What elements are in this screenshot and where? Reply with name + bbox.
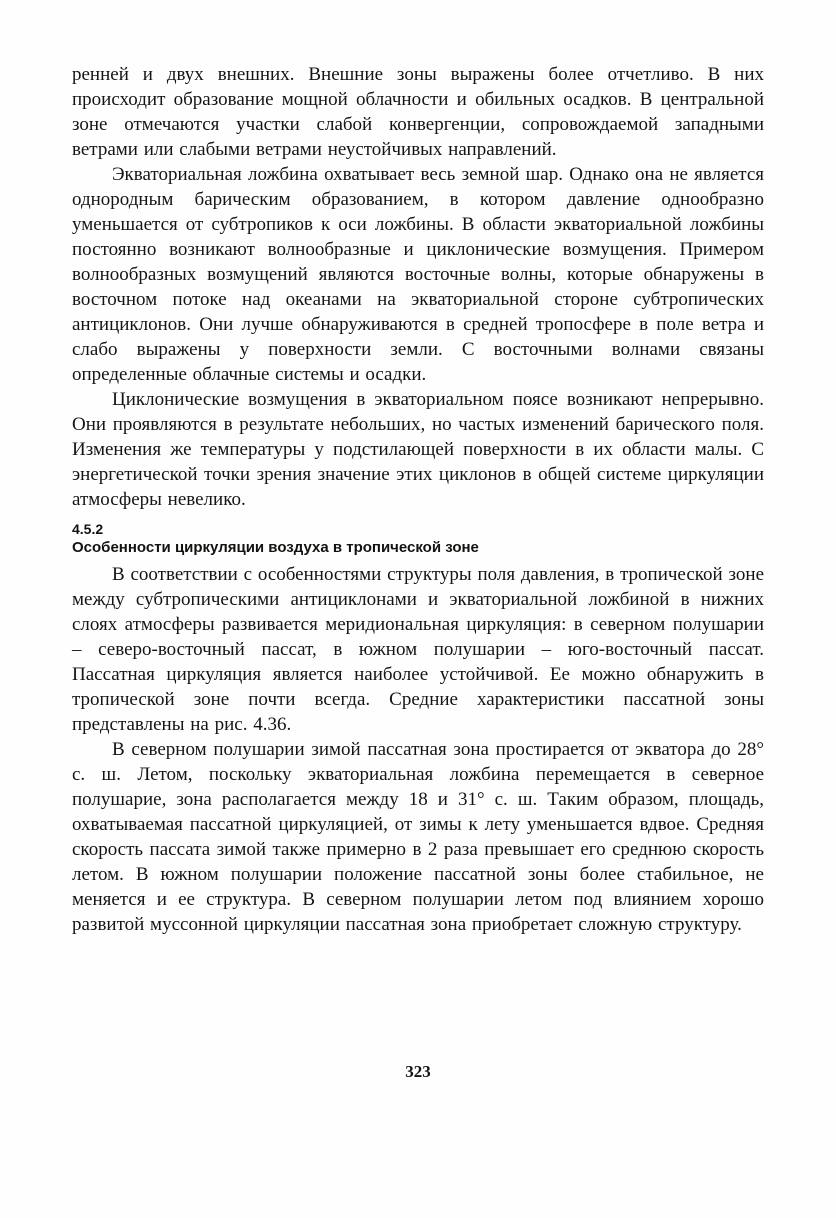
paragraph: В соответствии с особенностями структуры поля давления, в тропической зоне между субтропическими антициклонами и экваториальной ложбиной в нижних слоях атмосферы развивается меридиональная циркуляция: в северном полушарии – северо-восточный пассат, в южном полушарии – юго-восточный пассат. Пассатная циркуляция является наиболее устойчивой. Ее можно обнаружить в тропической зоне почти всегда. Средние характеристики пассатной зоны представлены на рис. 4.36. xyxy=(72,564,764,735)
section-heading xyxy=(72,520,764,558)
paragraph: Экваториальная ложбина охватывает весь земной шар. Однако она не является однородным барическим образованием, в котором давление однообразно уменьшается от субтропиков к оси ложбины. В области экваториальной ложбины постоянно возникают волнообразные и циклонические возмущения. Примером волнообразных возмущений являются восточные волны, которые обнаружены в восточном потоке над океанами на экваториальной стороне субтропических антициклонов. Они лучше обнаруживаются в средней тропосфере в поле ветра и слабо выражены у поверхности земли. С восточными волнами связаны определенные облачные системы и осадки. xyxy=(72,164,764,385)
paragraph: В северном полушарии зимой пассатная зона простирается от экватора до 28° с. ш. Летом, поскольку экваториальная ложбина перемещается в северное полушарие, зона располагается между 18 и 31° с. ш. Таким образом, площадь, охватываемая пассатной циркуляцией, от зимы к лету уменьшается вдвое. Средняя скорость пассата зимой также примерно в 2 раза превышает его среднюю скорость летом. В южном полушарии положение пассатной зоны более стабильное, не меняется и ее структура. В северном полушарии летом под влиянием хорошо развитой муссонной циркуляции пассатная зона приобретает сложную структуру. xyxy=(72,739,764,935)
section-title: Особенности циркуляции воздуха в тропической зоне xyxy=(72,539,479,556)
paragraph-continuation: ренней и двух внешних. Внешние зоны выражены более отчетливо. В них происходит образование мощной облачности и обильных осадков. В центральной зоне отмечаются участки слабой конвергенции, сопровождаемой западными ветрами или слабыми ветрами неустойчивых направлений. xyxy=(72,64,764,160)
paragraph: Циклонические возмущения в экваториальном поясе возникают непрерывно. Они проявляются в результате небольших, но частых изменений барического поля. Изменения же температуры у подстилающей поверхности в их области малы. С энергетической точки зрения значение этих циклонов в общей системе циркуляции атмосферы невелико. xyxy=(72,389,764,510)
section-number: 4.5.2 xyxy=(72,521,104,537)
page-number: 323 xyxy=(405,1062,431,1081)
